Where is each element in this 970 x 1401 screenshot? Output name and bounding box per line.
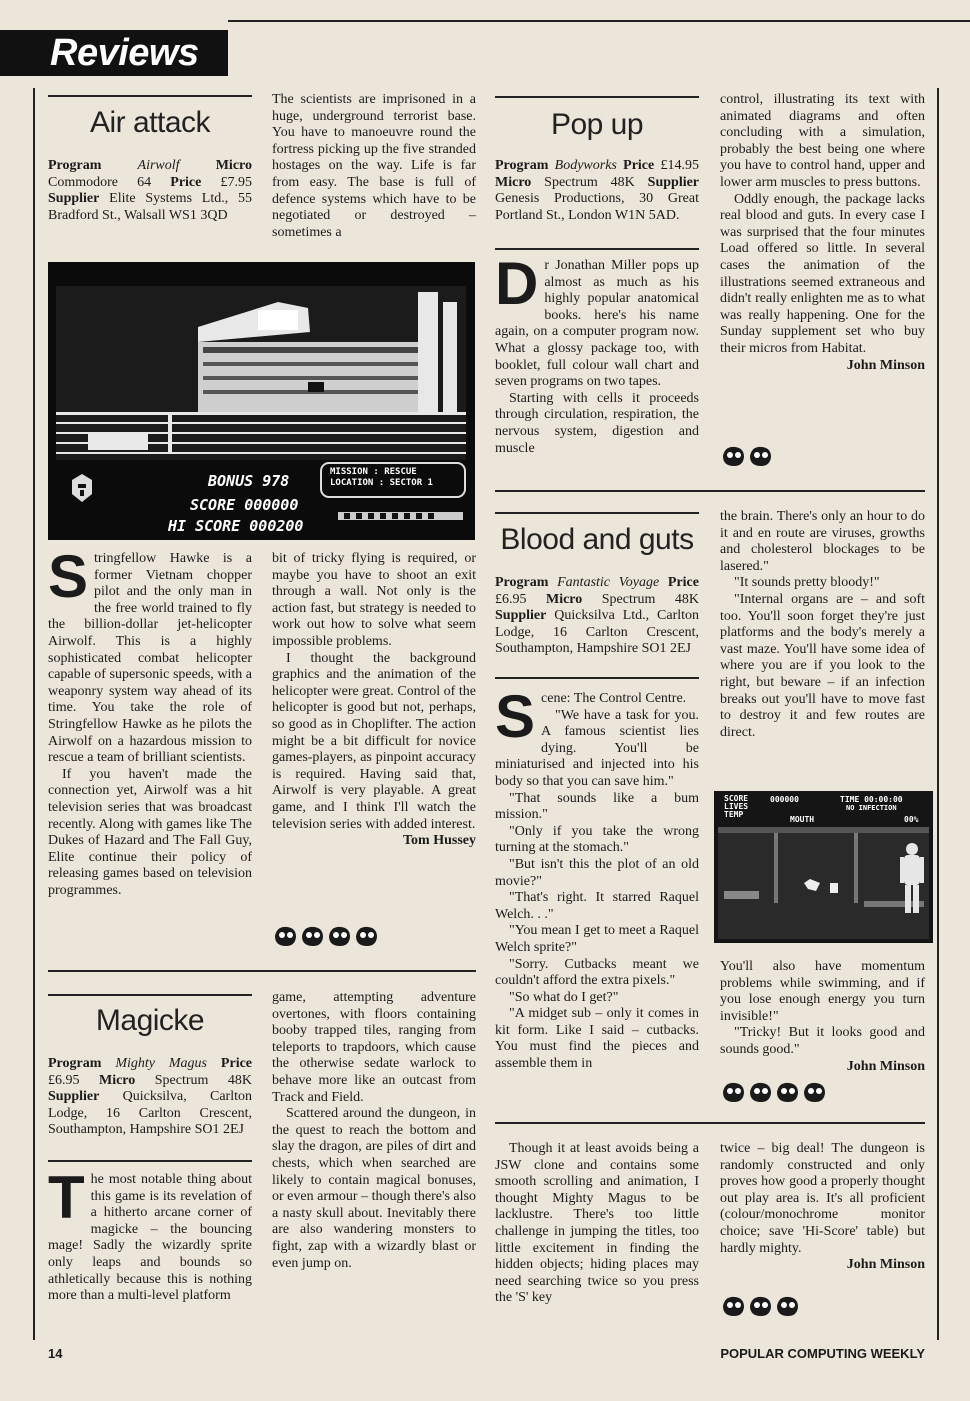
section-tag: Reviews — [0, 30, 228, 76]
magicke-title-rule — [48, 994, 252, 996]
airwolf-score-readout: SCORE 000000 — [190, 496, 299, 514]
blood-rating — [720, 1078, 830, 1108]
popup-meta: Program Bodyworks Price £14.95 Micro Spectrum 48K Supplier Genesis Productions, 30 Great Portland St., London W1N 5AD. — [495, 158, 700, 223]
blood-location-readout: MOUTH — [790, 815, 815, 824]
blood-title-rule — [495, 512, 699, 514]
blood-drop-cap: S — [495, 683, 536, 750]
blood-column-a: S cene: The Control Centre. "We have a task for you. A famous scientist lies dying. You'll be miniaturised and injected into his body so that you can save him." "That sounds like a bum mission." "Only if you take the wrong turning at the stomach." "But isn't this the plot of an old movie?" "That's right. It starred Raquel Welch. . ." "You mean I get to meet a Raquel Welch sprite?" "Sorry. Cutbacks meant we couldn't afford the extra pixels." "So what do I get?" "A midget sub – only it comes in kit form. Like I said – cutbacks. You must find the pieces and assemble them in — [495, 683, 699, 1072]
blood-time-readout: TIME 00:00:00 — [840, 795, 903, 804]
airwolf-column-b: S tringfellow Hawke is a former Vietnam chopper pilot and the only man in the free world trained to fly the billion-dollar jet-helicopter Airwolf. This is a highly sophisticated combat helicopter capable of supersonic speeds, with a weaponry system way ahead of its time. You take the role of Stringfellow Hawke as he pilots the Airwolf on a hazardous mission to rescue a team of brilliant scientists. If you haven't made the connection yet, Airwolf was a hit television series that was broadcast recently. Along with games like The Dukes of Hazard and The Fall Guy, Elite continue their policy of releasing games based on television programmes. — [48, 543, 252, 898]
magazine-name: POPULAR COMPUTING WEEKLY — [720, 1346, 925, 1361]
airwolf-meta: Program Airwolf Micro Commodore 64 Price £7.95 Supplier Elite Systems Ltd., 55 Bradford St., Walsall WS1 3QD — [48, 158, 253, 223]
blood-screenshot — [714, 791, 933, 943]
blood-score-value: 000000 — [770, 795, 799, 804]
left-margin-rule — [33, 88, 35, 1340]
page-number: 14 — [48, 1346, 63, 1361]
popup-bottom-rule — [495, 490, 925, 492]
airwolf-bonus-readout: BONUS 978 — [208, 472, 290, 490]
airwolf-drop-cap: S — [48, 543, 89, 610]
blood-column-c: You'll also have momentum problems while swimming, and if you lose enough energy you turn invisible!" "Tricky! But it looks good and sounds good." John Minson — [720, 959, 925, 1074]
airwolf-mission-panel: MISSION : RESCUE LOCATION : SECTOR 1 — [330, 467, 433, 488]
popup-column-b: control, illustrating its text with animated diagrams and often concluding with a simulation, probably the best being one where you have to control hand, upper and lower arm muscles to press buttons. Oddly enough, the package lacks real blood and guts. In every case I was surprised that the four minutes Load offered so little. In several cases the animation of the illustrations seemed extraneous and didn't really enlighten me as to what was really happening. One for the Sunday supplement set who buy their micros from Habitat. John Minson — [720, 92, 925, 373]
right-margin-rule — [937, 88, 939, 1340]
popup-reviewer: John Minson — [846, 357, 925, 373]
airwolf-title-rule — [48, 95, 252, 97]
magicke-column-b: game, attempting adventure overtones, with floors containing booby trapped tiles, ranging from teleports to trapdoors, which cause the otherwise sedate warlock to behave more like an outcast from Track and Field. Scattered around the dungeon, in the quest to reach the bottom and slay the dragon, are piles of dirt and chests, which when searched are likely to contain magical bonuses, or even armour – though there's also a nasty skull about. Inevitably there are also wandering monsters to fight, zap with a wizardly blast or even jump on. — [272, 990, 476, 1271]
blood-infection-readout: NO INFECTION — [846, 804, 897, 812]
popup-rating — [720, 442, 776, 472]
airwolf-reviewer: Tom Hussey — [402, 833, 476, 849]
airwolf-column-c: bit of tricky flying is required, or maybe you have to shoot an exit through a wall. Not only is the action fast, but strategy is needed to work out how to solve what seem impossible problems. I thought the background graphics and the animation of the helicopter were great. Control of the helicopter is good but not, perhaps, so good as in Choplifter. The action might be a bit difficult for novice games-players, as pinpoint accuracy is required. Having said that, Airwolf is very playable. A great game, and I think I'll watch the television series with added interest. Tom Hussey — [272, 551, 476, 849]
blood-title: Blood and guts — [500, 523, 694, 556]
header-rule — [228, 20, 970, 22]
airwolf-column-a: The scientists are imprisoned in a huge, underground terrorist base. You have to manoeuvre round the fortress picking up the five stranded hostages on the way. Life is far from easy. The base is full of defence systems which have to be negotiated or destroyed – sometimes a — [272, 92, 476, 240]
magicke-meta: Program Mighty Magus Price £6.95 Micro Spectrum 48K Supplier Quicksilva, Carlton Lodge, 16 Carlton Crescent, Southampton, Hampshire SO1 2EJ — [48, 1056, 253, 1138]
blood-column-b: the brain. There's only an hour to do it and en route are viruses, growths and cholesterol blockages to be lasered." "It sounds pretty bloody!" "Internal organs are – and soft too. You'll soon forget they're just platforms and the body's merely a vast maze. You'll have some idea of where you are if you look to the right, but beware – if an infection breaks out you'll have to move fast to destroy it and few routes are direct. — [720, 509, 925, 740]
magicke-rating-icons — [720, 1292, 803, 1322]
airwolf-title: Air attack — [89, 106, 211, 139]
magicke-reviewer: John Minson — [846, 1257, 925, 1273]
popup-column-a: D r Jonathan Miller pops up almost as much as his highly popular anatomical books. here's his name again, on a computer program now. What a glossy package too, with booklet, full colour wall chart and seven programs on two tapes. Starting with cells it proceeds through circulation, respiration, the nervous system, digestion and muscle — [495, 250, 699, 456]
blood-meta: Program Fantastic Voyage Price £6.95 Micro Spectrum 48K Supplier Quicksilva Ltd., Carlton Lodge, 16 Carlton Crescent, Southampton, Hampshire SO1 2EJ — [495, 575, 700, 657]
blood-percent-readout: 00% — [904, 815, 919, 824]
blood-score-readout: SCORE LIVES TEMP — [724, 794, 749, 819]
popup-title-rule — [495, 96, 699, 98]
magicke-drop-cap: T — [48, 1164, 85, 1231]
magicke-column-c: Though it at least avoids being a JSW clone and contains some smooth scrolling and animation, I thought Mighty Magus to be lacklustre. There's too little challenge in jumping the titles, too little excitement in finding the hidden objects; hiding places may need searching twice so you press the 'S' key — [495, 1141, 699, 1306]
magicke-meta-rule — [48, 1160, 252, 1162]
airwolf-bottom-rule — [48, 970, 476, 972]
magicke-column-d: twice – big deal! The dungeon is randomly constructed and only proves how good a properly thought out play area is. It's all proficient (colour/monochrome monitor choice; save 'Hi-Score' table) but hardly mighty. John Minson — [720, 1141, 925, 1273]
popup-drop-cap: D — [495, 250, 539, 317]
popup-title: Pop up — [550, 108, 644, 141]
popup-rating-icons — [720, 442, 776, 472]
blood-bottom-rule — [495, 1122, 925, 1124]
magicke-title: Magicke — [95, 1004, 205, 1037]
airwolf-hiscore-readout: HI SCORE 000200 — [168, 517, 304, 535]
airwolf-rating-icons — [272, 922, 382, 952]
blood-rating-icons — [720, 1078, 830, 1108]
blood-reviewer: John Minson — [846, 1058, 925, 1074]
blood-meta-rule — [495, 677, 699, 679]
magicke-column-a: T he most notable thing about this game is its revelation of a hitherto arcane corner of magicke – the bouncing mage! Sadly the wizardly sprite only leaps and bounds so athletically because this is nothing more than a multi-level platform — [48, 1164, 252, 1304]
airwolf-rating — [272, 922, 382, 952]
airwolf-screenshot — [48, 262, 475, 540]
magicke-rating — [720, 1292, 803, 1322]
